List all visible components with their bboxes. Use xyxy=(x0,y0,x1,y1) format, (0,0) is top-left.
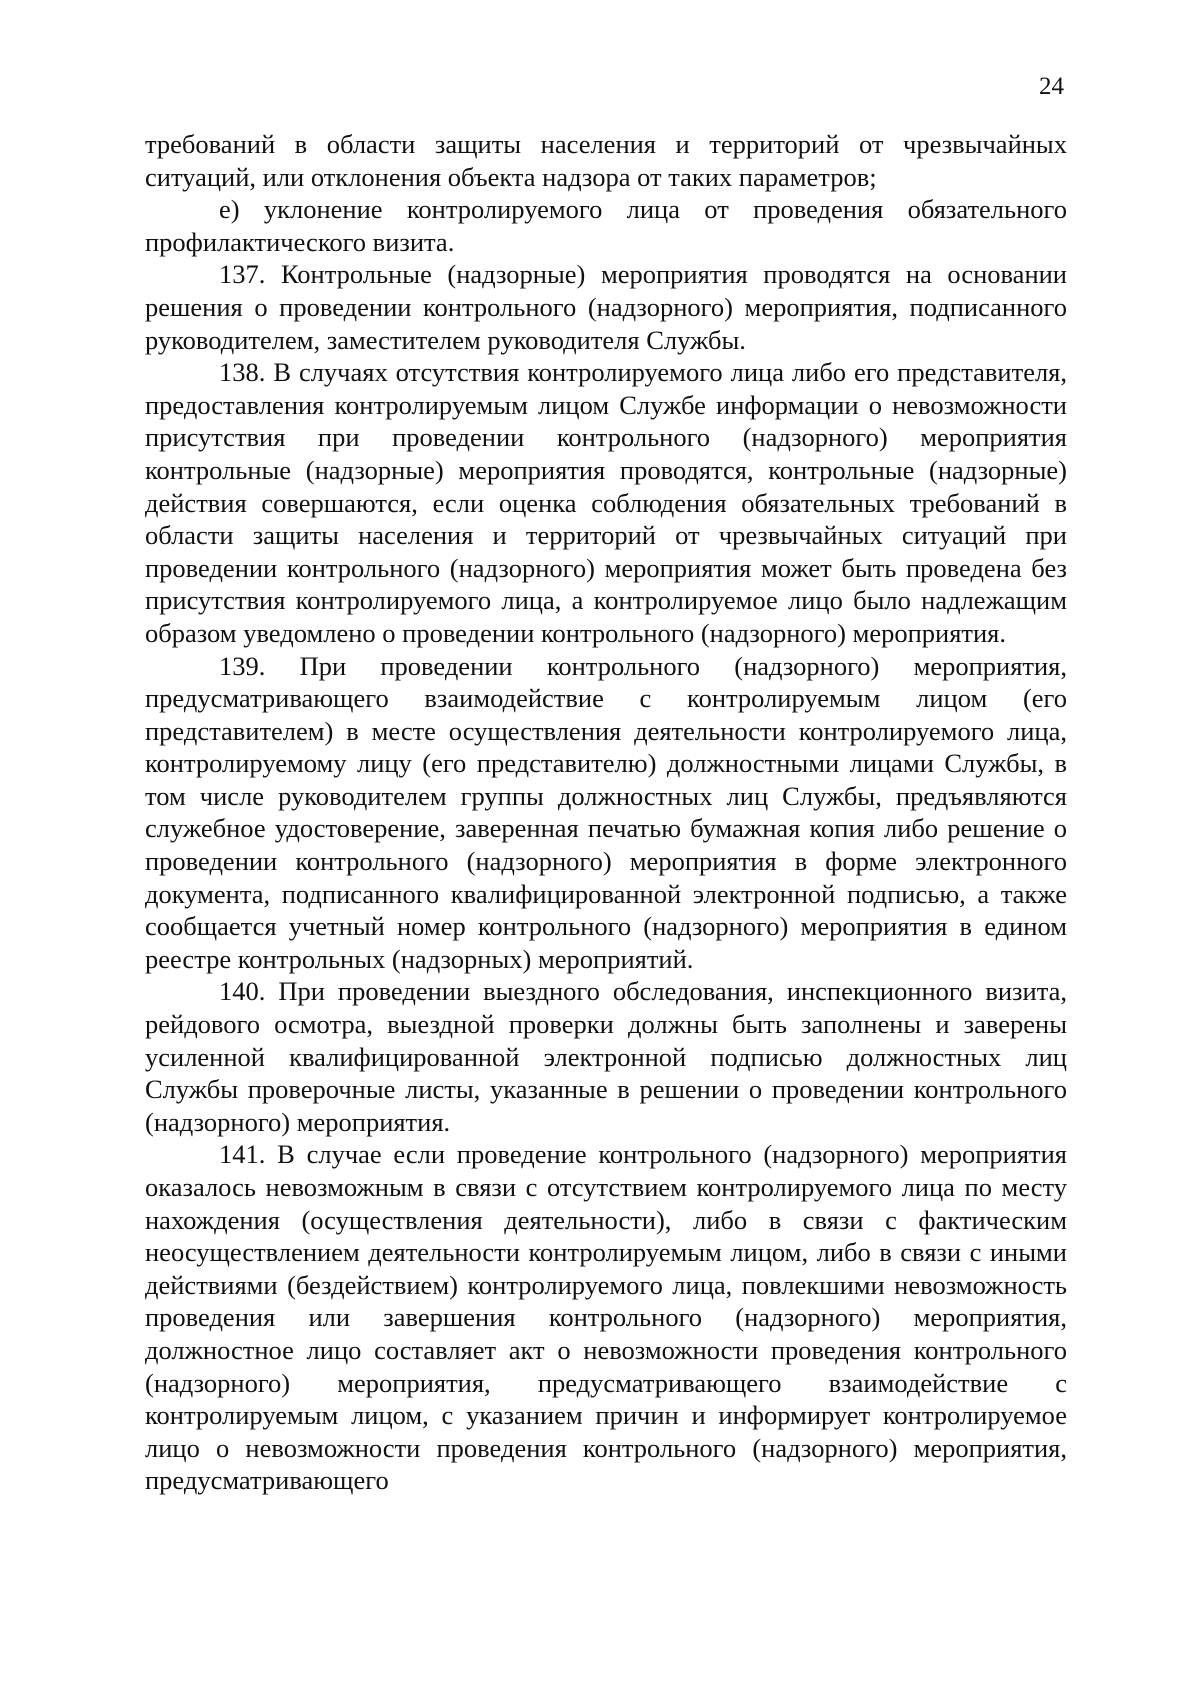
paragraph-item-e: е) уклонение контролируемого лица от проведения обязательного профилактического визита. xyxy=(145,194,1067,257)
paragraph-139: 139. При проведении контрольного (надзорного) мероприятия, предусматривающего взаимодействие с контролируемым лицом (его представителем) в месте осуществления деятельности контролируемого лица, контролируемому лицу (его представителю) должностными лицами Службы, в том числе руководителем группы должностных лиц Службы, предъявляются служебное удостоверение, заверенная печатью бумажная копия либо решение о проведении контрольного (надзорного) мероприятия в форме электронного документа, подписанного квалифицированной электронной подписью, а также сообщается учетный номер контрольного (надзорного) мероприятия в едином реестре контрольных (надзорных) мероприятий. xyxy=(145,650,1067,974)
paragraph-141: 141. В случае если проведение контрольного (надзорного) мероприятия оказалось невозможным в связи с отсутствием контролируемого лица по месту нахождения (осуществления деятельности), либо в связи с фактическим неосуществлением деятельности контролируемым лицом, либо в связи с иными действиями (бездействием) контролируемого лица, повлекшими невозможность проведения или завершения контрольного (надзорного) мероприятия, должностное лицо составляет акт о невозможности проведения контрольного (надзорного) мероприятия, предусматривающего взаимодействие с контролируемым лицом, с указанием причин и информирует контролируемое лицо о невозможности проведения контрольного (надзорного) мероприятия, предусматривающего xyxy=(145,1139,1067,1496)
paragraph-continuation: требований в области защиты населения и территорий от чрезвычайных ситуаций, или отклонения объекта надзора от таких параметров; xyxy=(145,129,1067,192)
paragraph-140: 140. При проведении выездного обследования, инспекционного визита, рейдового осмотра, выездной проверки должны быть заполнены и заверены усиленной квалифицированной электронной подписью должностных лиц Службы проверочные листы, указанные в решении о проведении контрольного (надзорного) мероприятия. xyxy=(145,976,1067,1137)
paragraph-138: 138. В случаях отсутствия контролируемого лица либо его представителя, предоставления контролируемым лицом Службе информации о невозможности присутствия при проведении контрольного (надзорного) мероприятия контрольные (надзорные) мероприятия проводятся, контрольные (надзорные) действия совершаются, если оценка соблюдения обязательных требований в области защиты населения и территорий от чрезвычайных ситуаций при проведении контрольного (надзорного) мероприятия может быть проведена без присутствия контролируемого лица, а контролируемое лицо было надлежащим образом уведомлено о проведении контрольного (надзорного) мероприятия. xyxy=(145,357,1067,648)
document-body xyxy=(145,128,1067,1497)
paragraph-137: 137. Контрольные (надзорные) мероприятия проводятся на основании решения о проведении контрольного (надзорного) мероприятия, подписанного руководителем, заместителем руководителя Службы. xyxy=(145,259,1067,355)
page-number: 24 xyxy=(1039,73,1064,100)
